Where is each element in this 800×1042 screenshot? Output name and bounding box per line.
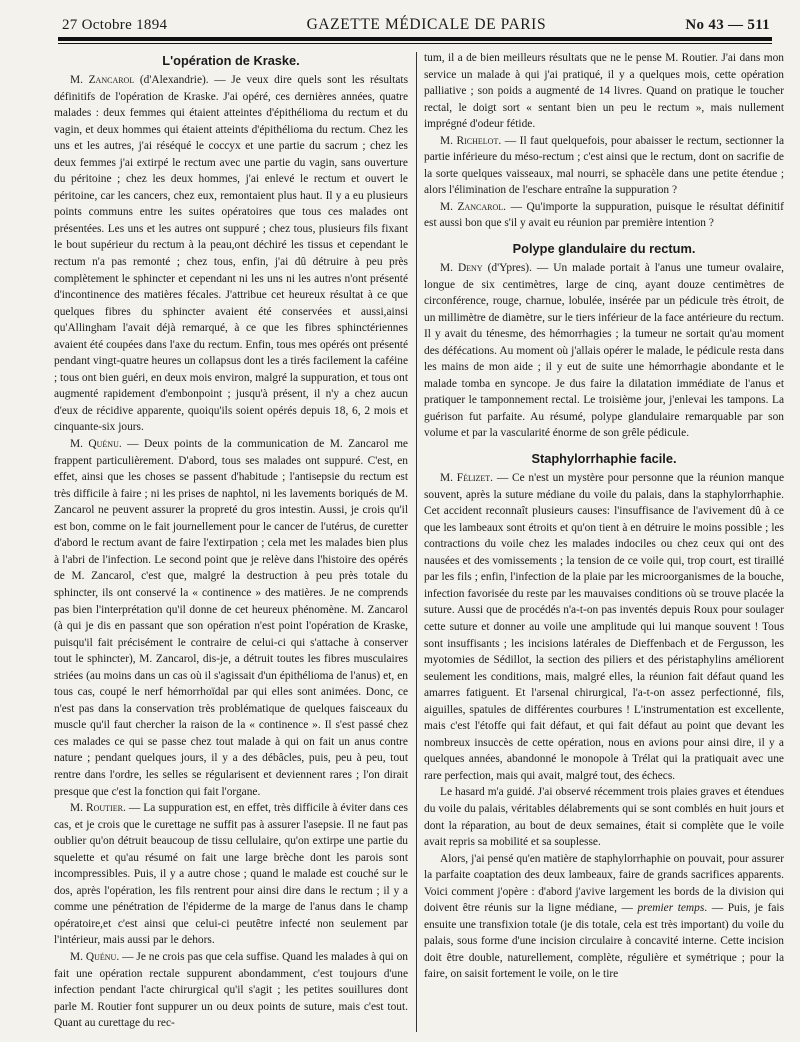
speaker-name: M. Félizet. [440,472,494,485]
paragraph-text: (d'Alexandrie). — Je veux dire quels sont les résultats définitifs de l'opération de Kraske. J'ai opéré, ces dernières années, quatre malades : deux femmes qui étaient atteintes d'épithélioma du rectum et du vagin, et deux hommes qui étaient atteints d'épithélioma du rectum. Chez les uns et les autres, j'ai réséqué le coccyx et une partie du sacrum ; chez les deux femmes j'ai extirpé le rectum avec une partie du vagin, sans ouverture du péritoine ; chez les deux hommes, j'ai enlevé le rectum et ouvert le péritoine, car les cancers, chez eux, remontaient plus haut. Il y a eu plusieurs points communs entre les suites opératoires que tous ces malades ont présentées. Les uns et les autres ont suppuré ; chez tous, plusieurs fils fixant le bout supérieur du rectum à la peau,ont déchiré les tissus et cependant le rectum n'a pas remonté ; chez tous, enfin, j'ai dû détruire à peu près complètement le sphincter et cependant ni les uns ni les autres n'ont présenté d'incontinence des matières fécales. J'attribue cet heureux résultat à ce que quelques fibres du sphincter avaient été conservées et aussi,ainsi qu'Allingham l'avait déjà remarqué, à ce que les fibres sphinctériennes avaient été coupées dans l'axe du rectum. Enfin, tous mes opérés ont présenté pendant vingt-quatre heures un collapsus dont les a tirés facilement la caféine ; tous ont bien guéri, en deux mois environ, malgré la suppuration, et tous ont augmenté rapidement d'embonpoint ; jusqu'à présent, il n'y a chez aucun d'eux de récidive apparente, quoiqu'ils soient opérés depuis 18, 6, 2 mois et cinquante-six jours. [54,74,408,434]
paragraph-felizet [424,470,784,784]
paragraph-richelot [424,133,784,199]
paragraph-text: Le hasard m'a guidé. J'ai observé récemment trois plaies graves et étendues du voile du palais, véritables délabrements qui se sont comblés en huit jours et dont la réparation, au bout de deux semaines, était si complète que le voile avait repris sa mobilité et sa souplesse. [424,786,784,849]
paragraph-continuation [424,50,784,133]
paragraph-text: (d'Ypres). — Un malade portait à l'anus une tumeur ovalaire, longue de six centimètres, large de cinq, ayant douze centimètres de circonférence, rouge, charnue, lobulée, insérée par un pédicule très étroit, de un millimètre de diamètre, sur le tiers inférieur de la face antérieure du rectum. Il y avait du ténesme, des hémorrhagies ; la tumeur ne sortait qu'au moment des défécations. Au moment où j'allais opérer le malade, le pédicule resta dans les mains de mon aide ; il y eut de suite une hémorrhagie abondante et le malade tomba en syncope. Je dus faire la dilatation immédiate de l'anus et pratiquer le tamponnement rectal. Le troisième jour, j'enlevai les tampons. La guérison fut parfaite. Au résumé, polype glandulaire remarquable par son volume et par la vascularité énorme de son grêle pédicule. [424,262,784,440]
paragraph-text: Alors, j'ai pensé qu'en matière de staphylorrhaphie on pouvait, pour assurer la parfaite coaptation des deux lambeaux, faire de grands sacrifices apparents. Voici comment j'opère : d'abord j'avive largement les bords de la division qui doivent être réunis sur la ligne médiane, — [424,852,784,915]
section-heading-kraske: L'opération de Kraske. [162,53,300,68]
speaker-name: M. Quénu. [70,950,120,963]
speaker-name: M. Quénu. [70,438,122,451]
emphasis-text: premier temps [637,902,705,915]
section-heading-staphylorrhaphie: Staphylorrhaphie facile. [531,451,677,467]
speaker-name: M. Deny [440,262,483,275]
paragraph-zancarol-2 [424,199,784,232]
paragraph-text: — Il faut quelquefois, pour abaisser le rectum, sectionner la partie inférieure du méso-rectum ; c'est ainsi que le rectum, dont on sacrifie de la sorte quelques vaisseaux, mal nourri, se sphacèle dans une petite étendue ; alors l'élimination de l'eschare entraîne la suppuration ? [424,134,784,197]
header-rule-thin [58,43,772,44]
header-rule-thick [58,37,772,41]
paragraph-text: . — Puis, je fais ensuite une transfixion totale (je dis totale, cela est très important) du voile du palais, sous forme d'une incision circulaire à concavité interne. Cette incision doit être double, naturellement, complète, régulière et symétrique ; pour la faire, on saisit fortement le voile, on le tire [424,902,784,981]
column-divider [416,52,417,1032]
issue-page-number: No 43 — 511 [685,17,770,33]
header-date: 27 Octobre 1894 [62,17,168,33]
paragraph-text: — La suppuration est, en effet, très difficile à éviter dans ces cas, et je crois que le curettage ne suffit pas à assurer l'asepsie. Il ne faut pas oublier qu'on détruit beaucoup de tissu cellulaire, qu'on extirpe une partie du squelette et qu'au résumé on fait une large brèche dont les parois sont incompressibles. Puis, il y a autre chose ; quand le malade est couché sur le dos, après l'opération, les fils rentrent pour ainsi dire dans le rectum ; il y a comme une pénétration de l'épiderme de la marge de l'anus dans le champ opératoire,et c'est ainsi que celui-ci peutêtre infecté non seulement par l'intérieur, mais aussi par le dehors. [54,802,408,947]
paragraph-text: — Ce n'est un mystère pour personne que la réunion manque souvent, après la suture médiane du voile du palais, dans la staphylorrhaphie. Cet accident reconnaît plusieurs causes: l'insuffisance de l'avivement dû à ce que les lambeaux sont étroits et qu'on tient à en détruire le moins possible ; les contractions du voile chez les malades indociles ou chez ceux qui ont des nausées et des vomissements ; la tension de ce voile qui, trop court, est tiraillé par les fils ; enfin, l'infection de la plaie par les microorganismes de la bouche, infection favorisée du reste par les mauvaises conditions où se trouve placée la suture. Aussi que de procédés n'a-t-on pas inventés depuis Roux pour soulager cette suture et donner au voile une amplitude qui lui manque souvent ! Tous sont insuffisants ; les incisions latérales de Dieffenbach et de Fergusson, les myotomies de Sédillot, la section des piliers et des péristaphylins améliorent seulement les conditions, mais, malgré elles, la réunion fait défaut quand les amarres fatiguent. Et l'arsenal chirurgical, l'a-t-on assez perfectionné, fils, aiguilles, spatules de différentes courbures ! L'instrumentation est excellente, mais c'est l'étoffe qui fait défaut, et qui fait défaut au point que devant les nombreux insuccès de cette opération, nous en avions pour ainsi dire, il y a quelques années, abandonné le monopole à Trélat qui la pratiquait avec une rare perfection, mais qui avait, malgré tout, des échecs. [424,472,784,782]
speaker-name: M. Zancarol. [440,200,507,213]
paragraph-quenu-1 [54,436,408,800]
section-heading-polype: Polype glandulaire du rectum. [512,241,696,257]
paragraph-text: — Je ne crois pas que cela suffise. Quand les malades à qui on fait une opération rectale suppurent abondamment, c'est toujours d'une infection pendant l'acte chirurgical qu'il s'agit ; les petites souillures dont parle M. Routier font suppurer un ou deux points de suture, mais c'est tout. Quant au curettage du rec- [54,950,408,1030]
right-column [424,50,784,1034]
speaker-name: M. Routier. [70,802,126,815]
left-column [54,50,408,1034]
paragraph-technique [424,851,784,983]
paragraph-deny [424,260,784,442]
speaker-name: M. Richelot. [440,134,502,147]
paragraph-hasard [424,784,784,850]
paragraph-zancarol [54,72,408,436]
paragraph-text: tum, il a de bien meilleurs résultats que ne le pense M. Routier. J'ai dans mon service un malade à qui j'ai pratiqué, il y a quelques mois, cette opération palliative ; son poids a augmenté de 14 livres. Quand on pratique le toucher rectal, le doigt sort « sentant bien un peu le rectum », mais nullement imprégné d'odeur fétide. [424,52,784,131]
journal-title: GAZETTE MÉDICALE DE PARIS [306,16,547,33]
paragraph-routier [54,800,408,949]
paragraph-text: — Deux points de la communication de M. Zancarol me frappent particulièrement. D'abord, tous ses malades ont suppuré. C'est, en effet, ainsi que les choses se passent d'habitude ; l'antisepsie du rectum est très difficile à faire ; ni les prises de naphtol, ni les lavements boriqués de M. Zancarol ne peuvent assurer la propreté du gros intestin. Aussi, je crois qu'il est bon, comme on le fait journellement pour le cancer de l'utérus, de curetter d'abord le rectum avant de faire l'extirpation ; cela met les malades bien plus à l'abri de l'infection. Le second point que je relève dans l'histoire des opérés de M. Zancarol, c'est que, malgré la destruction à peu près totale du sphincter, ils ont conservé la « continence » des matières. Je ne comprends pas bien l'interprétation qu'il donne de cet heureux phénomène. M. Zancarol (à qui je dis en passant que son opération n'est point l'opération de Kraske, puisqu'il fait précisément le contraire de celui-ci qui s'attache à conserver tout le sphincter), M. Zancarol, dis-je, a détruit toutes les fibres musculaires striées (au moins dans un cas où il s'agissait d'un épithélioma de l'anus) et, en tous cas, coupé le nerf hémorrhoïdal par qui elles sont animées. Donc, ce n'est pas dans la conservation très problématique de quelques faisceaux du muscle qu'il faut chercher la raison de la « continence ». Il s'est passé chez ces malades ce qui se passe chez tout malade à qui on fait un anus contre nature ; pendant quelques jours, il y a des débâcles, puis, peu à peu, tout rentre dans l'ordre, les selles se régularisent et deviennent rares ; l'on dirait presque que c'est la fonction qui fait l'organe. [54,438,408,798]
running-header [62,10,770,34]
speaker-name: M. Zancarol [70,74,135,86]
paragraph-quenu-2 [54,949,408,1032]
paragraph-text: — Qu'importe la suppuration, puisque le résultat définitif est aussi bon que s'il y avait eu réunion par première intention ? [424,200,784,230]
